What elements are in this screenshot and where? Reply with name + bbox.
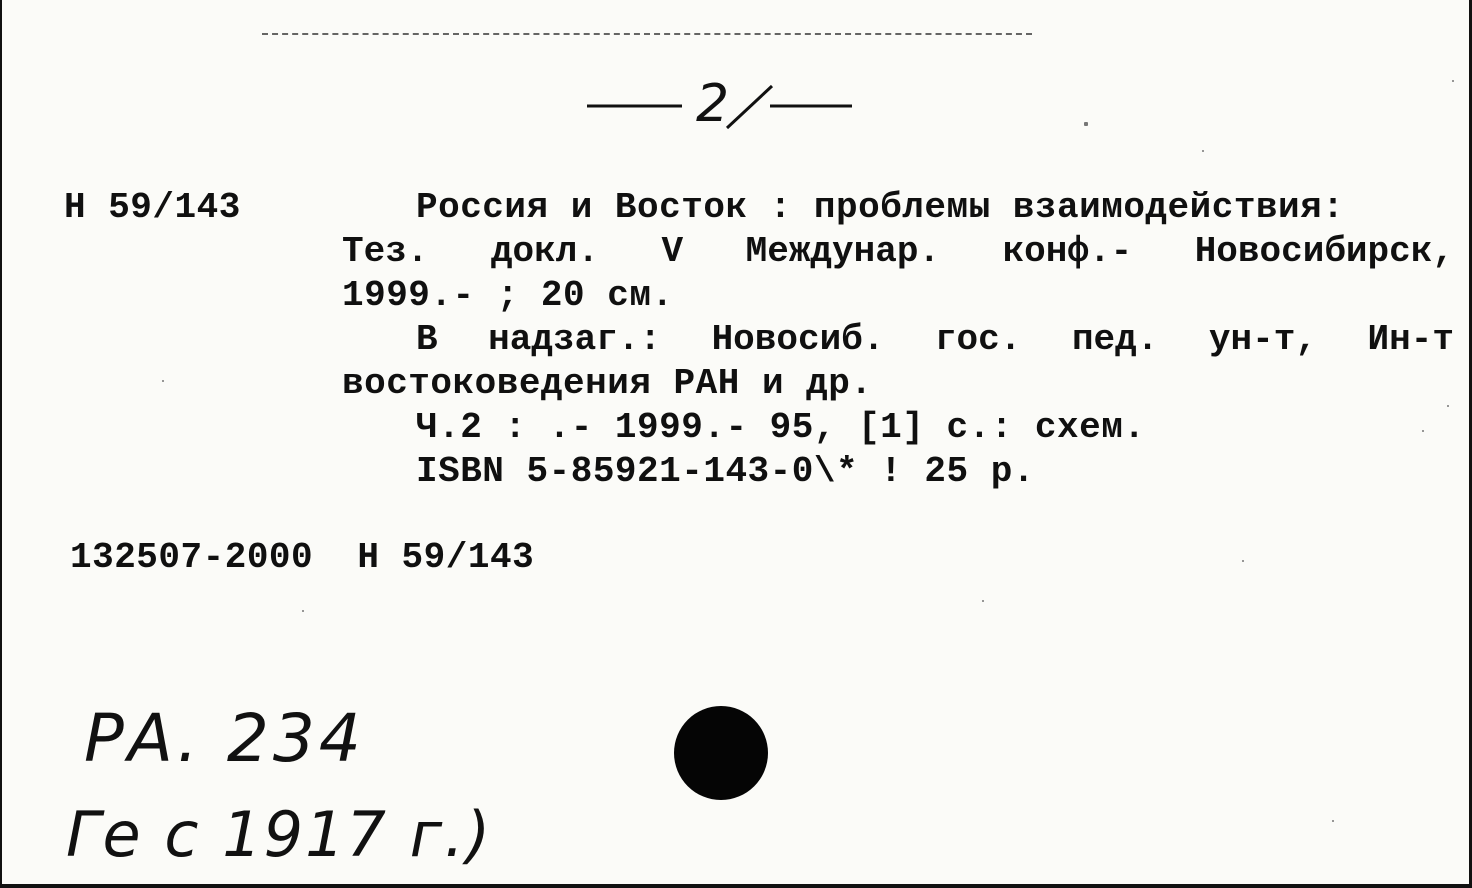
word: Новосибирск, bbox=[1194, 231, 1454, 272]
word: надзаг.: bbox=[488, 319, 661, 360]
shelfmark: Н 59/143 bbox=[64, 187, 241, 228]
title-line: Россия и Восток : проблемы взаимодействия: bbox=[416, 187, 1345, 228]
word: Междунар. bbox=[745, 231, 941, 272]
isbn-line: ISBN 5-85921-143-0\* ! 25 р. bbox=[416, 451, 1035, 492]
punched-hole bbox=[674, 706, 768, 800]
page-mark-number: 2 bbox=[696, 74, 730, 134]
word: Новосиб. bbox=[711, 319, 885, 360]
word: докл. bbox=[490, 231, 599, 272]
note-continuation: востоковедения РАН и др. bbox=[342, 363, 873, 404]
word: В bbox=[416, 319, 438, 360]
year-size-line: 1999.- ; 20 см. bbox=[342, 275, 674, 316]
accession-number: 132507-2000 Н 59/143 bbox=[70, 537, 535, 578]
conference-line bbox=[342, 230, 1454, 274]
word: V bbox=[661, 231, 684, 272]
word: гос. bbox=[934, 319, 1022, 360]
word: ун-т, bbox=[1208, 319, 1317, 360]
handwritten-line-2: Ге с 1917 г.) bbox=[66, 798, 493, 871]
word: пед. bbox=[1071, 319, 1159, 360]
handwritten-line-1: РА. 234 bbox=[84, 700, 365, 777]
word: Тез. bbox=[342, 231, 429, 272]
part-line: Ч.2 : .- 1999.- 95, [1] с.: схем. bbox=[416, 407, 1146, 448]
note-line bbox=[416, 318, 1454, 362]
word: Ин-т bbox=[1367, 319, 1454, 360]
word: конф.- bbox=[1002, 231, 1133, 272]
